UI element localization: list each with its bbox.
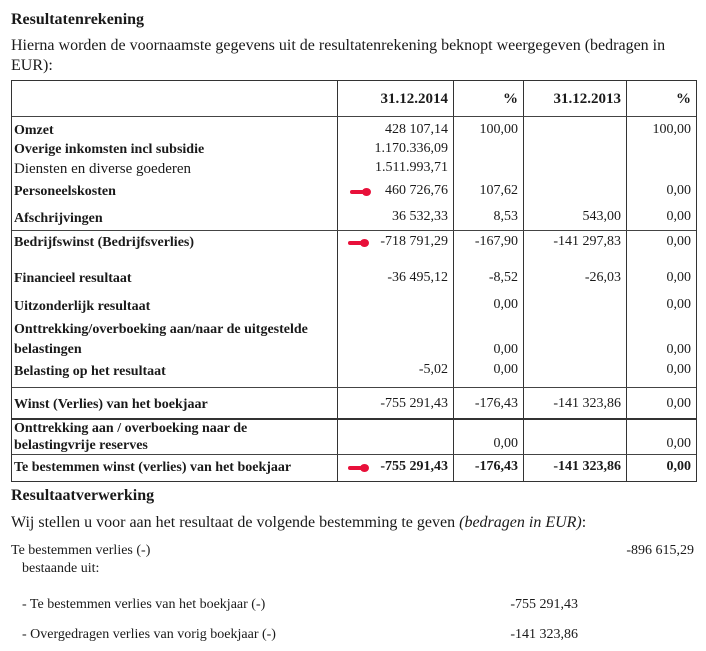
total-loss-value: -896 615,29	[626, 543, 694, 558]
row-divider	[12, 418, 696, 420]
proposal-text	[11, 514, 586, 532]
row-label-uitzonderlijk-resultaat: Uitzonderlijk resultaat	[14, 299, 151, 314]
percent-2013: 0,00	[666, 436, 691, 451]
proposal-text-plain: Wij stellen u voor aan het resultaat de volgende bestemming te geven	[11, 514, 460, 531]
percent-2013: 100,00	[652, 122, 691, 137]
value-2014: 428 107,14	[385, 122, 448, 137]
value-2014: -5,02	[418, 362, 448, 377]
value-2014: 36 532,33	[392, 209, 448, 224]
value-2013: 543,00	[582, 209, 621, 224]
row-label-te-bestemmen-winst: Te bestemmen winst (verlies) van het boekjaar	[14, 460, 292, 475]
proposal-text-italic: (bedragen in EUR)	[459, 514, 582, 531]
row-label-omzet: Omzet	[14, 123, 54, 138]
income-statement-table	[11, 80, 697, 482]
proposal-text-end: :	[581, 514, 587, 531]
percent-2014: 0,00	[493, 362, 518, 377]
row-label-onttrekking-uitgestelde-line1: Onttrekking/overboeking aan/naar de uitgestelde	[14, 322, 308, 337]
total-loss-label: Te bestemmen verlies (-)	[11, 543, 151, 558]
row-label-onttrekking-reserves-line1: Onttrekking aan / overboeking naar de	[14, 421, 248, 436]
percent-2014: 107,62	[479, 183, 518, 198]
percent-2013: 0,00	[666, 270, 691, 285]
item-label-current-year-loss: - Te bestemmen verlies van het boekjaar (-)	[22, 597, 266, 612]
percent-2014: 0,00	[493, 342, 518, 357]
row-label-afschrijvingen: Afschrijvingen	[14, 211, 103, 226]
percent-2014: 0,00	[493, 436, 518, 451]
percent-2013: 0,00	[666, 362, 691, 377]
item-label-carried-forward-loss: - Overgedragen verlies van vorig boekjaar (-)	[22, 627, 276, 642]
value-2013: -141 297,83	[553, 234, 621, 249]
percent-2014: 8,53	[493, 209, 518, 224]
row-label-personeelskosten: Personeelskosten	[14, 184, 116, 199]
percent-2014: 100,00	[479, 122, 518, 137]
percent-2013: 0,00	[666, 234, 691, 249]
value-2013: -141 323,86	[553, 459, 621, 474]
row-divider	[12, 230, 696, 231]
percent-2014: -167,90	[474, 234, 518, 249]
header-percent-2014: %	[503, 91, 518, 107]
intro-text-line1: Hierna worden de voornaamste gegevens uit de resultatenrekening beknopt weergegeven (bedragen in	[11, 37, 666, 54]
value-2014: 460 726,76	[385, 183, 448, 198]
row-label-overige-inkomsten: Overige inkomsten incl subsidie	[14, 142, 205, 157]
row-divider	[12, 454, 696, 455]
header-percent-2013: %	[676, 91, 691, 107]
row-label-bedrijfswinst: Bedrijfswinst (Bedrijfsverlies)	[14, 235, 195, 250]
item-value-current-year-loss: -755 291,43	[510, 597, 578, 612]
item-value-carried-forward-loss: -141 323,86	[510, 627, 578, 642]
row-divider	[12, 387, 696, 388]
value-2014: -718 791,29	[380, 234, 448, 249]
consisting-of-label: bestaande uit:	[22, 561, 100, 576]
row-label-diensten: Diensten en diverse goederen	[14, 161, 192, 177]
value-2014: 1.170.336,09	[374, 141, 448, 156]
section-title-resultatenrekening: Resultatenrekening	[11, 11, 145, 28]
row-divider	[12, 116, 696, 117]
value-2014: -755 291,43	[380, 396, 448, 411]
header-2013: 31.12.2013	[553, 91, 621, 107]
row-label-onttrekking-reserves-line2: belastingvrije reserves	[14, 438, 148, 453]
percent-2014: -176,43	[474, 396, 518, 411]
intro-text-line2: EUR):	[11, 57, 53, 74]
percent-2013: 0,00	[666, 459, 691, 474]
value-2013: -26,03	[584, 270, 621, 285]
percent-2013: 0,00	[666, 342, 691, 357]
header-2014: 31.12.2014	[380, 91, 448, 107]
percent-2013: 0,00	[666, 396, 691, 411]
value-2014: 1.511.993,71	[375, 160, 448, 175]
percent-2013: 0,00	[666, 297, 691, 312]
percent-2013: 0,00	[666, 209, 691, 224]
row-label-belasting: Belasting op het resultaat	[14, 364, 166, 379]
percent-2014: -8,52	[488, 270, 518, 285]
percent-2014: -176,43	[474, 459, 518, 474]
value-2014: -755 291,43	[380, 459, 448, 474]
value-2014: -36 495,12	[387, 270, 448, 285]
value-2013: -141 323,86	[553, 396, 621, 411]
row-label-onttrekking-uitgestelde-line2: belastingen	[14, 342, 82, 357]
row-label-financieel-resultaat: Financieel resultaat	[14, 271, 132, 286]
percent-2013: 0,00	[666, 183, 691, 198]
row-label-winst-verlies: Winst (Verlies) van het boekjaar	[14, 397, 208, 412]
section-title-resultaatverwerking: Resultaatverwerking	[11, 487, 155, 504]
percent-2014: 0,00	[493, 297, 518, 312]
